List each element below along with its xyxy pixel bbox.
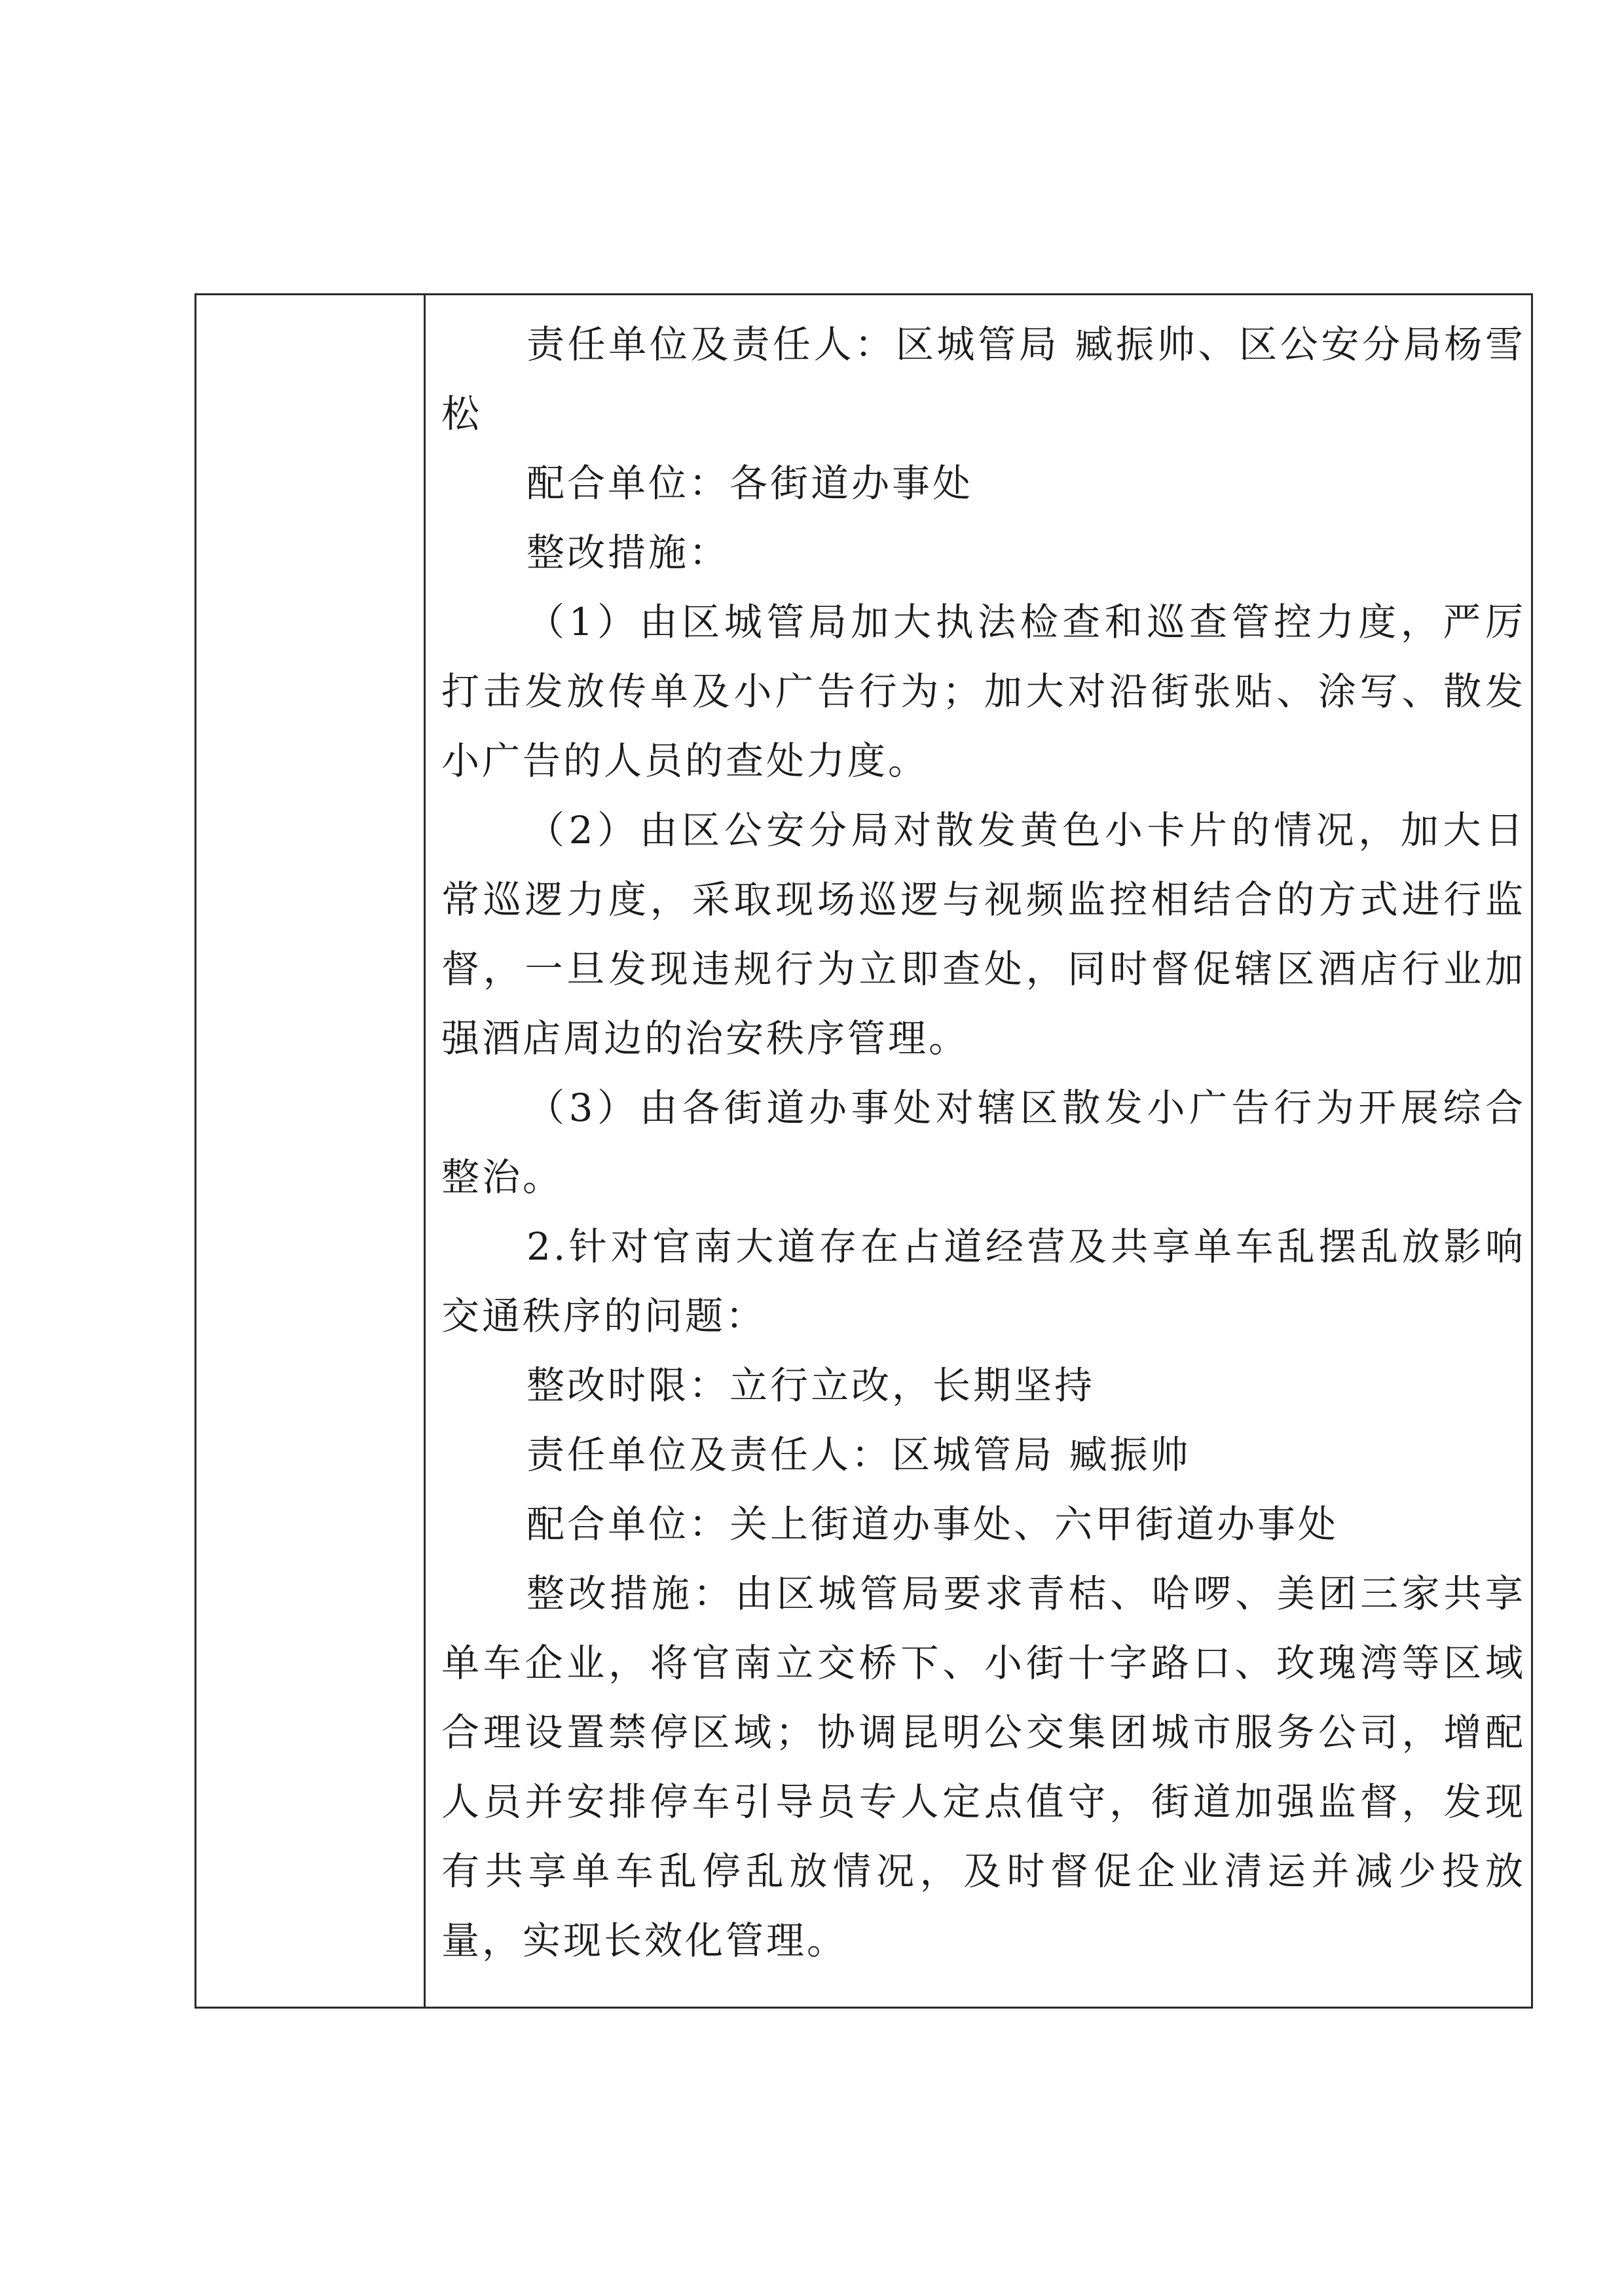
paragraph-measure-2: （2）由区公安分局对散发黄色小卡片的情况，加大日常巡逻力度，采取现场巡逻与视频监控相结合的方式进行监督，一旦发现违规行为立即查处，同时督促辖区酒店行业加强酒店周边的治安秩序管理。 — [441, 808, 1526, 1061]
table-content-cell — [441, 310, 1526, 1975]
paragraph-responsible-units-2: 责任单位及责任人：区城管局 臧振帅 — [526, 1432, 1191, 1477]
paragraph-measures-heading-1: 整改措施： — [526, 530, 730, 575]
paragraph-responsible-units-1: 责任单位及责任人：区城管局 臧振帅、区公安分局杨雪松 — [441, 322, 1526, 436]
paragraph-measure-1: （1）由区城管局加大执法检查和巡查管控力度，严厉打击发放传单及小广告行为；加大对沿街张贴、涂写、散发小广告的人员的查处力度。 — [441, 600, 1526, 783]
paragraph-issue-2: 2.针对官南大道存在占道经营及共享单车乱摆乱放影响交通秩序的问题： — [441, 1224, 1526, 1338]
paragraph-cooperating-units-2: 配合单位：关上街道办事处、六甲街道办事处 — [526, 1502, 1339, 1546]
table-column-divider — [424, 295, 426, 2007]
paragraph-measures-2: 整改措施：由区城管局要求青桔、哈啰、美团三家共享单车企业，将官南立交桥下、小街十字路口、玫瑰湾等区域合理设置禁停区域；协调昆明公交集团城市服务公司，增配人员并安排停车引导员专人定点值守，街道加强监督，发现有共享单车乱停乱放情况，及时督促企业清运并减少投放量，实现长效化管理。 — [441, 1571, 1526, 1963]
table-left-cell — [196, 295, 424, 2007]
paragraph-deadline-2: 整改时限：立行立改，长期坚持 — [526, 1363, 1096, 1408]
document-table — [194, 293, 1533, 2009]
paragraph-measure-3: （3）由各街道办事处对辖区散发小广告行为开展综合整治。 — [441, 1085, 1526, 1199]
paragraph-cooperating-units-1: 配合单位：各街道办事处 — [526, 461, 974, 505]
